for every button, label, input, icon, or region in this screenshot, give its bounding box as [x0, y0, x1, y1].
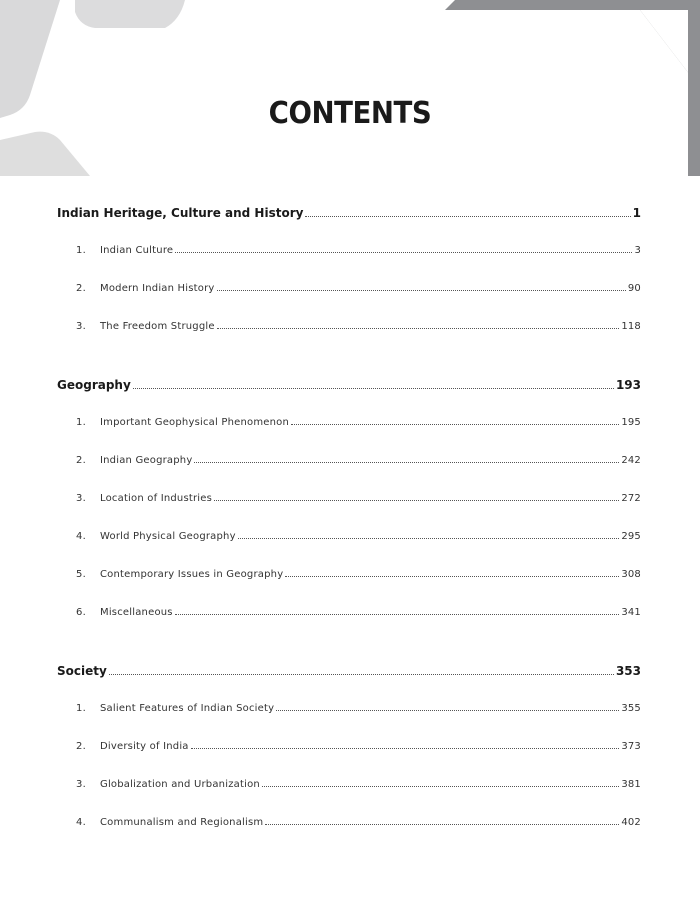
- entry-page: 402: [621, 817, 641, 828]
- entry-page: 242: [621, 455, 641, 466]
- entry-number: 1.: [76, 245, 86, 256]
- entry-page: 308: [621, 569, 641, 580]
- entry-page: 90: [627, 283, 641, 294]
- leader-dots: [217, 290, 626, 291]
- entry-number: 2.: [76, 283, 86, 294]
- entry-number: 2.: [76, 741, 86, 752]
- leader-dots: [191, 748, 620, 749]
- entry-page: 355: [621, 703, 641, 714]
- toc-entry[interactable]: [57, 531, 641, 542]
- toc-entry[interactable]: [57, 817, 641, 828]
- leader-dots: [276, 710, 619, 711]
- toc-section-society[interactable]: [57, 664, 641, 678]
- entry-number: 3.: [76, 779, 86, 790]
- entry-number: 5.: [76, 569, 86, 580]
- entry-title: Communalism and Regionalism: [100, 817, 264, 828]
- entry-page: 295: [621, 531, 641, 542]
- page-title: CONTENTS: [268, 96, 432, 131]
- entry-page: 195: [621, 417, 641, 428]
- toc-entry[interactable]: [57, 741, 641, 752]
- toc-entry[interactable]: [57, 607, 641, 618]
- entry-number: 2.: [76, 455, 86, 466]
- toc-entry[interactable]: [57, 703, 641, 714]
- toc-entry[interactable]: [57, 245, 641, 256]
- toc-section-geography[interactable]: [57, 378, 641, 392]
- leader-dots: [238, 538, 620, 539]
- entry-title: Indian Culture: [100, 245, 174, 256]
- entry-number: 6.: [76, 607, 86, 618]
- leader-dots: [175, 252, 632, 253]
- leader-dots: [133, 388, 614, 389]
- entry-title: Globalization and Urbanization: [100, 779, 260, 790]
- entry-page: 373: [621, 741, 641, 752]
- entry-number: 4.: [76, 817, 86, 828]
- entry-number: 1.: [76, 417, 86, 428]
- leader-dots: [291, 424, 619, 425]
- entry-title: Modern Indian History: [100, 283, 215, 294]
- entry-title: Important Geophysical Phenomenon: [100, 417, 290, 428]
- section-title: Society: [57, 664, 107, 678]
- section-title: Geography: [57, 378, 131, 392]
- leader-dots: [262, 786, 619, 787]
- entry-title: The Freedom Struggle: [100, 321, 215, 332]
- header-shapes: [0, 0, 700, 176]
- toc-entry[interactable]: [57, 569, 641, 580]
- toc-entry[interactable]: [57, 493, 641, 504]
- entry-title: World Physical Geography: [100, 531, 236, 542]
- section-title: Indian Heritage, Culture and History: [57, 206, 304, 220]
- leader-dots: [265, 824, 619, 825]
- entry-page: 118: [621, 321, 641, 332]
- toc-entry[interactable]: [57, 455, 641, 466]
- leader-dots: [217, 328, 620, 329]
- toc-entry[interactable]: [57, 321, 641, 332]
- leader-dots: [109, 674, 614, 675]
- leader-dots: [214, 500, 619, 501]
- toc-entry[interactable]: [57, 417, 641, 428]
- entry-number: 1.: [76, 703, 86, 714]
- entry-title: Diversity of India: [100, 741, 189, 752]
- leader-dots: [285, 576, 619, 577]
- entry-title: Indian Geography: [100, 455, 193, 466]
- entry-number: 3.: [76, 493, 86, 504]
- toc-entry[interactable]: [57, 283, 641, 294]
- section-page: 1: [632, 206, 641, 220]
- entry-page: 272: [621, 493, 641, 504]
- section-page: 193: [615, 378, 641, 392]
- entry-page: 381: [621, 779, 641, 790]
- leader-dots: [194, 462, 619, 463]
- section-page: 353: [615, 664, 641, 678]
- entry-page: 3: [634, 245, 641, 256]
- entry-title: Location of Industries: [100, 493, 213, 504]
- leader-dots: [175, 614, 620, 615]
- entry-number: 3.: [76, 321, 86, 332]
- toc-entry[interactable]: [57, 779, 641, 790]
- decorative-header-band: [0, 0, 700, 176]
- entry-page: 341: [621, 607, 641, 618]
- entry-title: Miscellaneous: [100, 607, 173, 618]
- entry-number: 4.: [76, 531, 86, 542]
- entry-title: Salient Features of Indian Society: [100, 703, 275, 714]
- entry-title: Contemporary Issues in Geography: [100, 569, 284, 580]
- toc-section-heritage[interactable]: [57, 206, 641, 220]
- leader-dots: [305, 216, 630, 217]
